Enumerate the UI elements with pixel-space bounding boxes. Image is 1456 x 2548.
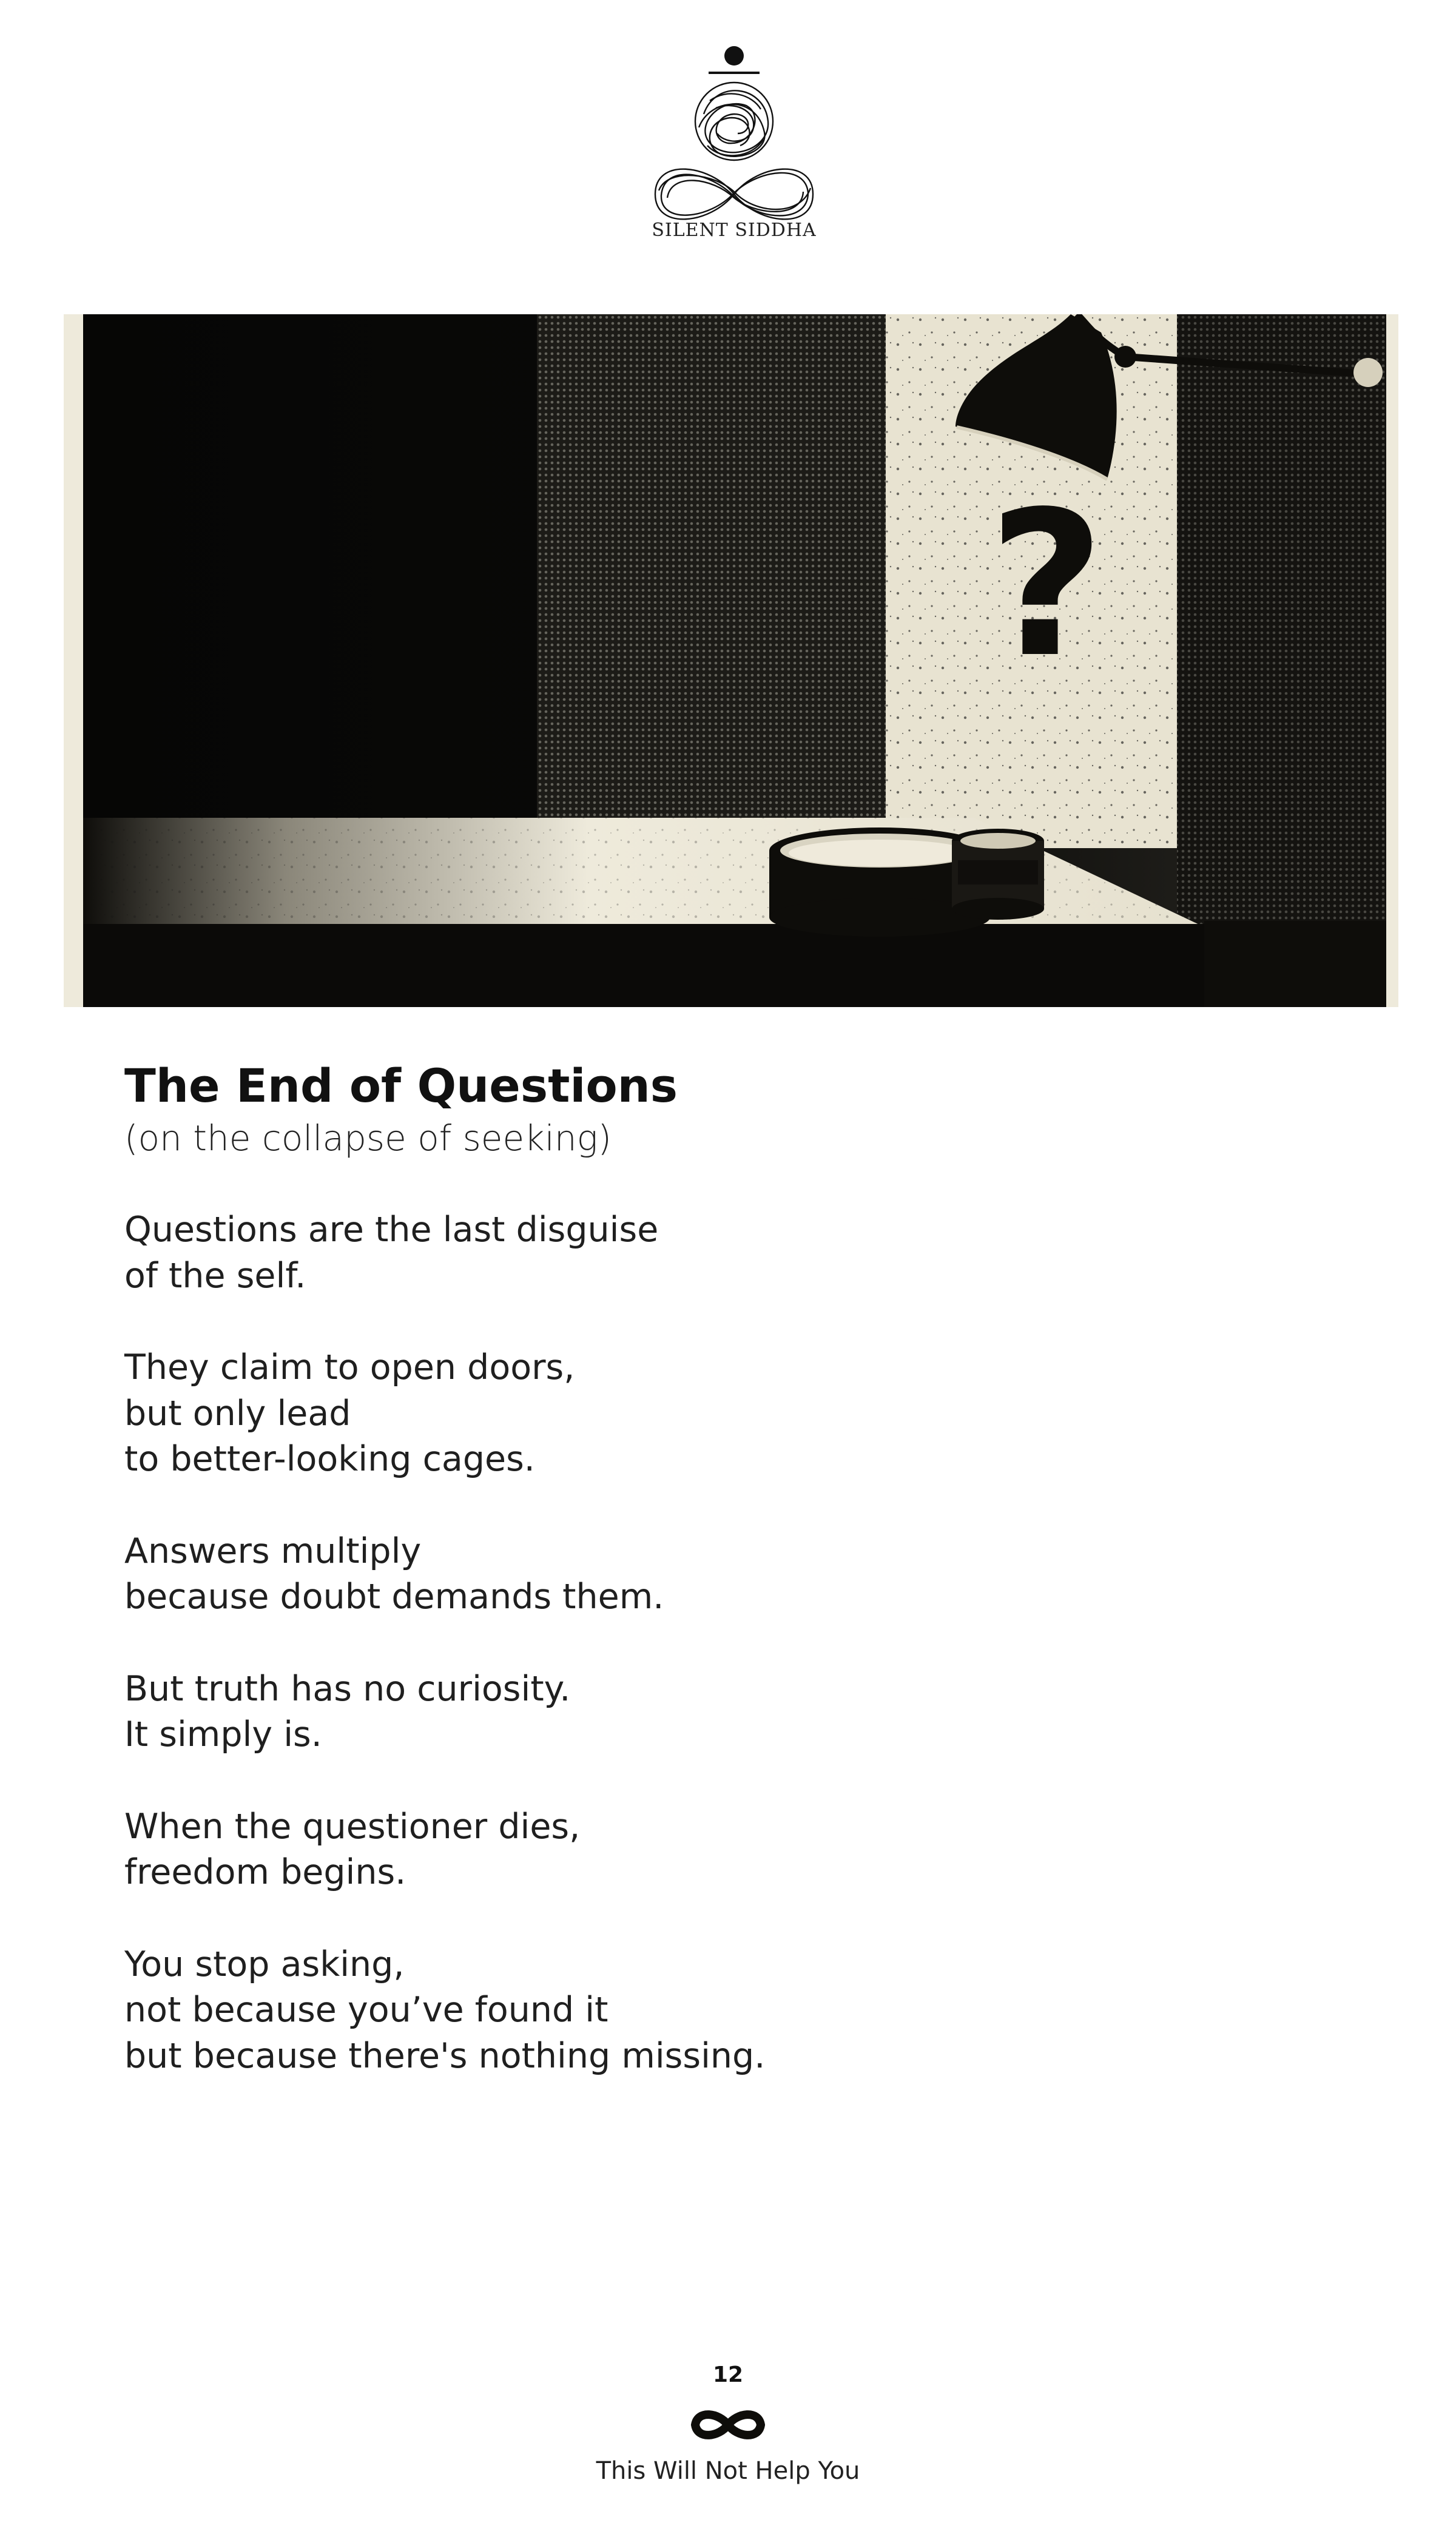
poem-line: because doubt demands them. xyxy=(124,1577,664,1617)
stanza xyxy=(124,1345,1277,1483)
poem-subtitle: (on the collapse of seeking) xyxy=(124,1117,612,1159)
poem-line: of the self. xyxy=(124,1255,306,1296)
poem-line: but only lead xyxy=(124,1393,351,1434)
stanza xyxy=(124,1942,1277,2080)
stanza xyxy=(124,1667,1277,1758)
logo-text: SILENT SIDDHA xyxy=(652,220,817,241)
silent-siddha-logo xyxy=(649,42,819,255)
book-title: This Will Not Help You xyxy=(596,2457,860,2485)
poem-line: You stop asking, xyxy=(124,1944,405,1984)
poem xyxy=(124,1057,1277,2125)
poem-line: Questions are the last disguise xyxy=(124,1210,659,1250)
poem-line: They claim to open doors, xyxy=(124,1347,575,1387)
poem-line: When the questioner dies, xyxy=(124,1806,581,1847)
poem-line: It simply is. xyxy=(124,1714,322,1754)
question-mark: ? xyxy=(988,468,1105,701)
poem-line: Answers multiply xyxy=(124,1531,422,1571)
infinity-icon xyxy=(686,2404,770,2446)
poem-line: but because there's nothing missing. xyxy=(124,2035,766,2076)
hero-illustration xyxy=(64,314,1398,1007)
page-footer xyxy=(0,2360,1456,2485)
poem-line: to better-looking cages. xyxy=(124,1439,535,1479)
stanza xyxy=(124,1207,1277,1299)
stanza xyxy=(124,1804,1277,1896)
poem-line: not because you’ve found it xyxy=(124,1990,608,2030)
page-number: 12 xyxy=(712,2362,744,2387)
stanza xyxy=(124,1529,1277,1620)
poem-line: But truth has no curiosity. xyxy=(124,1668,571,1709)
poem-title: The End of Questions xyxy=(124,1059,678,1113)
poem-line: freedom begins. xyxy=(124,1852,406,1892)
desk-lamp-question-mark-illustration xyxy=(64,314,1398,1007)
